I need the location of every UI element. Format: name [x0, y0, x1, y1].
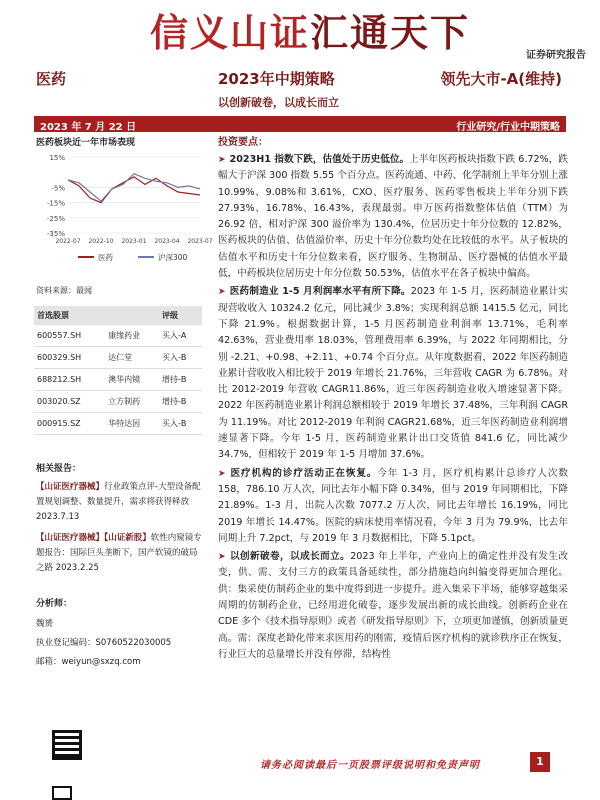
related-report-text: 软性内窥镜专题报告：国际巨头垄断下，国产软镜的破局之路 2023.2.25	[36, 533, 202, 573]
table-header-name	[105, 306, 159, 325]
stock-name: 达仁堂	[105, 347, 159, 369]
report-type-label: 证券研究报告	[526, 50, 586, 61]
table-header-row	[34, 306, 202, 325]
related-reports-title: 相关报告：	[36, 464, 82, 474]
stock-code: 003020.SZ	[34, 391, 105, 413]
paragraph-text: 今年 1-3 月，医疗机构累计总诊疗人次数 158，786.10 万人次，同比去年小幅下降 0.34%，但与 2019 年同期相比，下降 21.89%。1-3 月，出院人次数 7077.2 万人次，同比去年增长 16.19%，同比 2019 年增长 14.47%。医院的病床使用率情况看，今年 3 月为 79.9%，比去年同期上升 7.2pct，与 2019 年 3 月数据相比，下降 5.1pct。	[218, 467, 568, 544]
paragraph-text: 2023 年 1-5 月，医药制造业累计实现营收收入 10324.2 亿元，同比减少 3.8%；实现利润总额 1415.5 亿元，同比下降 21.9%。根据数据计算，1-5 月医药制造业利润率 13.71%，毛利率 42.63%，营业费用率 18.03%，管理费用率 6.39%，与 2022 年同期相比，分别 -2.21、+0.98、+2.11、+0.74 个百分点。从年度数据看，2022 年医药制造业累计营收收入相比较于 2019 年增长 21.76%，三年营收 CAGR 为 6.78%。对比 2012-2019 年营收 CAGR11.86%，近三年医药制造业收入增速显著下降。2022 年医药制造业累计利润总额相较于 2019 年增长 37.48%，三年利润 CAGR 为 11.19%。对比 2012-2019 年利润 CAGR21.68%，近三年医药制造业利润增速显著下降。今年 1-5 月，医药制造业累计出口交货值 841.6 亿，同比减少 34.7%，但相较于 2019 年 1-5 月增加 37.6%。	[218, 286, 569, 461]
stock-code: 000915.SZ	[34, 413, 105, 435]
investment-highlights-title: 投资要点：	[218, 137, 268, 148]
y-tick-label: -35%	[46, 230, 65, 238]
stock-code: 600329.SH	[34, 347, 105, 369]
x-tick-label: 2023-01	[121, 238, 147, 245]
paragraph-lead: 医药制造业 1-5 月利润率水平有所下降。	[229, 286, 411, 298]
disclaimer-notice: 请务必阅读最后一页股票评级说明和免责声明	[260, 760, 480, 771]
table-row	[34, 369, 202, 391]
x-tick-label: 2023-07	[187, 238, 213, 245]
stock-name: 康缘药业	[105, 325, 159, 347]
legend-label: 医药	[98, 253, 113, 262]
x-tick-label: 2022-10	[88, 238, 114, 245]
stock-name: 华特达因	[105, 413, 159, 435]
table-header-rating: 评级	[159, 306, 202, 325]
stock-code: 688212.SH	[34, 369, 105, 391]
related-report-text: 行业政策点评-大型设备配置规划调整、数量提升，需求将获得释放 2023.7.13	[36, 482, 201, 522]
qr-code-icon	[52, 786, 72, 800]
main-content	[218, 133, 568, 733]
bullet-arrow-icon: ➤	[218, 552, 226, 563]
highlight-paragraph	[218, 466, 568, 547]
industry-label: 医药	[36, 70, 67, 88]
paragraph-lead: 医疗机构的诊疗活动正在恢复。	[229, 467, 378, 479]
analyst-section-title: 分析师：	[36, 599, 73, 609]
chart-title: 医药板块近一年市场表现	[36, 138, 136, 148]
stock-rating: 增持-B	[159, 369, 202, 391]
stock-code: 600557.SH	[34, 325, 105, 347]
date-category-bar	[34, 116, 566, 132]
industry-rating: 领先大市-A(维持)	[440, 70, 562, 88]
sidebar	[34, 133, 213, 750]
chart-source: 资料来源：最闻	[36, 286, 92, 295]
paragraph-lead: 以创新破卷，以成长而立。	[229, 551, 351, 563]
report-banner	[0, 0, 600, 66]
stock-rating: 增持-B	[159, 391, 202, 413]
title-row	[0, 66, 600, 118]
paragraph-text: 2023 年上半年，产业向上的确定性并没有发生改变，供、需、支付三方的政策具备延续性，部分措施趋向纠偏变得更加合理化。供：集采使仿制药企业的集中度得到进一步提升。进入集采下半场，能够穿越集采周期的仿制药企业，已经用进化破卷，逐步发展出新的成长曲线。创新药企业在 CDE 多个《技术指导原则》或者《研发指导原则》下，立项更加谨慎，创新质量更高。需：深度老龄化带来求医用药的刚需，疫情后医疗机构的就诊秩序正在恢复，行业巨大的总量增长并没有停滞，结构性	[218, 551, 569, 660]
qr-code-icon	[52, 730, 82, 760]
x-tick-label: 2023-04	[154, 238, 180, 245]
stock-rating: 买入-A	[159, 325, 202, 347]
highlight-paragraph	[218, 284, 568, 463]
paragraph-lead: 2023H1 指数下跌，估值处于历史低位。	[229, 154, 410, 165]
y-tick-label: 15%	[49, 154, 65, 162]
stock-name: 澳华内镜	[105, 369, 159, 391]
table-row	[34, 391, 202, 413]
analyst-name: 魏赟	[36, 619, 54, 629]
table-header-code: 首选股票	[34, 306, 105, 325]
top-picks-table	[34, 306, 202, 435]
stock-rating: 买入-B	[159, 347, 202, 369]
report-date: 2023 年 7 月 22 日	[40, 122, 137, 133]
page-number: 1	[530, 752, 550, 772]
bullet-arrow-icon: ➤	[218, 287, 226, 298]
paragraph-text: 上半年医药板块指数下跌 6.72%，跌幅大于沪深 300 指数 5.55 个百分点。医药流通、中药、化学制剂上半年分别上涨 10.99%、9.08%和 3.61%，CXO、医疗服务、医药零售板块上半年分别下跌 27.93%、16.78%、16.43%，表现最弱。申万医药指数整体估值（TTM）为 26.92 倍，相对沪深 300 溢价率为 130.4%，位居历史十年分位数的 12.82%，医药板块的估值、估值溢价率、历史十年分位数均处在比较低的水平。从子板块的估值水平和历史十年分位数来看，医疗服务、生物制品、医疗器械的估值水平最低，中药板块位居历史十年分位数 50.53%，估值水平在各子板块中偏高。	[218, 154, 568, 280]
highlight-paragraph	[218, 549, 568, 663]
market-performance-chart	[34, 151, 213, 269]
stock-name: 立方制药	[105, 391, 159, 413]
x-tick-label: 2022-07	[55, 238, 81, 245]
table-row	[34, 325, 202, 347]
report-title: 2023年中期策略	[218, 70, 335, 88]
related-report-link[interactable]	[36, 480, 204, 525]
y-tick-label: -15%	[46, 199, 65, 208]
y-tick-label: -5%	[51, 184, 65, 193]
table-row	[34, 347, 202, 369]
legend-label: 沪深300	[158, 253, 188, 262]
related-report-lead: 【山证医疗器械】	[36, 482, 105, 492]
report-subtitle: 以创新破卷，以成长而立	[218, 96, 339, 109]
bullet-arrow-icon: ➤	[218, 155, 226, 165]
logo-red-text: 信义山证	[150, 10, 311, 55]
analyst-certificate: 执业登记编码：S0760522030005	[36, 638, 172, 648]
table-row	[34, 413, 202, 435]
y-tick-label: -25%	[46, 214, 65, 223]
analyst-email[interactable]: 邮箱：weiyun@sxzq.com	[36, 657, 141, 667]
highlight-paragraph	[218, 152, 568, 282]
bullet-arrow-icon: ➤	[218, 468, 226, 479]
logo-dark-text: 汇通天下	[310, 10, 471, 55]
company-logo	[150, 2, 470, 57]
stock-rating: 买入-B	[159, 413, 202, 435]
related-report-lead: 【山证医疗器械】【山证新股】	[36, 533, 151, 543]
page-footer	[220, 752, 570, 774]
report-category: 行业研究/行业中期策略	[456, 122, 560, 133]
related-report-link[interactable]	[36, 531, 204, 576]
